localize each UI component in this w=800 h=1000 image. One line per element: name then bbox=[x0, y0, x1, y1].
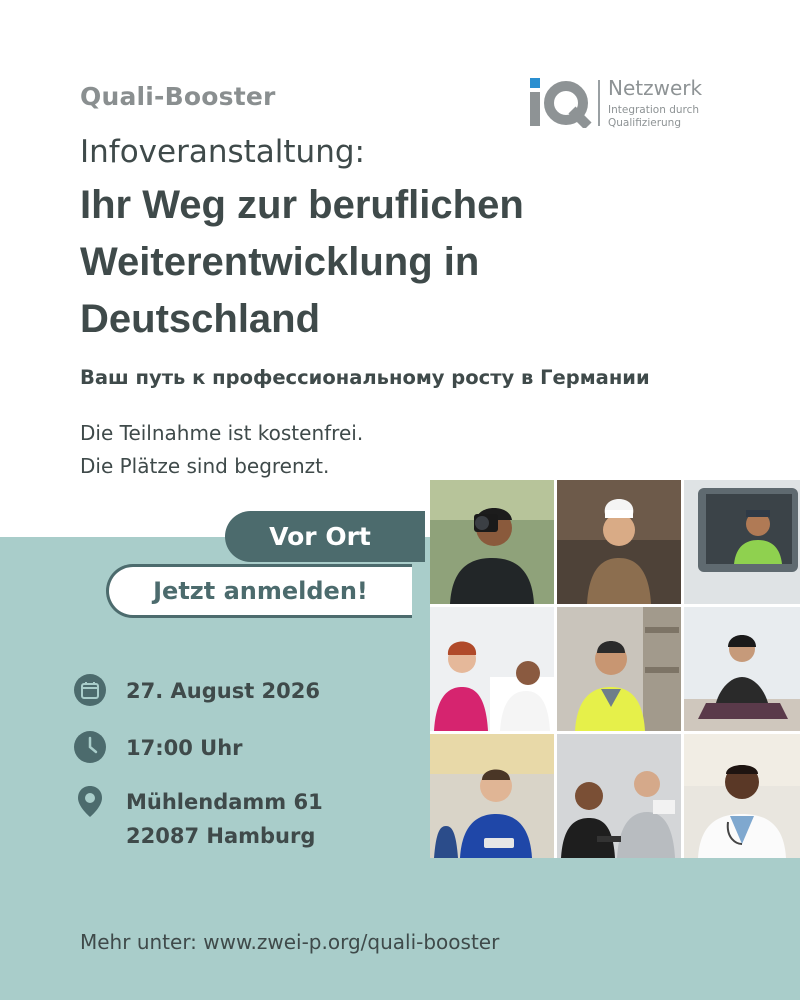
logo-tagline bbox=[608, 104, 699, 130]
iq-netzwerk-logo bbox=[528, 76, 728, 134]
photo-mechanic bbox=[430, 734, 554, 858]
address-street: Mühlendamm 61 bbox=[126, 790, 323, 814]
logo-divider bbox=[598, 80, 600, 126]
photo-yoga-instructor bbox=[684, 607, 800, 731]
photo-truck-driver bbox=[684, 480, 800, 604]
free-participation-note: Die Teilnahme ist kostenfrei. bbox=[80, 421, 364, 445]
russian-subtitle: Ваш путь к профессиональному росту в Германии bbox=[80, 366, 650, 389]
brand-title: Quali-Booster bbox=[80, 82, 276, 111]
calendar-icon bbox=[74, 674, 106, 706]
iq-logo-mark bbox=[528, 76, 592, 128]
photo-chef bbox=[557, 480, 681, 604]
logo-tagline-line2: Qualifizierung bbox=[608, 117, 681, 129]
clock-icon bbox=[74, 731, 106, 763]
logo-name: Netzwerk bbox=[608, 76, 703, 100]
register-button[interactable]: Jetzt anmelden! bbox=[106, 564, 412, 618]
photo-nurse-with-patient bbox=[430, 607, 554, 731]
photo-fitness-trainer bbox=[557, 734, 681, 858]
location-pin-icon bbox=[74, 785, 106, 817]
more-info-link[interactable]: Mehr unter: www.zwei-p.org/quali-booster bbox=[80, 930, 500, 954]
event-headline: Ihr Weg zur beruflichen Weiterentwicklung in Deutschland bbox=[80, 183, 524, 341]
address-city: 22087 Hamburg bbox=[126, 824, 316, 848]
photo-photographer bbox=[430, 480, 554, 604]
event-time: 17:00 Uhr bbox=[126, 736, 243, 760]
event-type-label: Infoveranstaltung: bbox=[80, 134, 365, 170]
time-row bbox=[74, 731, 243, 765]
event-address bbox=[126, 785, 323, 853]
location-type-badge: Vor Ort bbox=[225, 511, 425, 562]
event-date: 27. August 2026 bbox=[126, 679, 320, 703]
photo-doctor bbox=[684, 734, 800, 858]
photo-warehouse-worker bbox=[557, 607, 681, 731]
logo-tagline-line1: Integration durch bbox=[608, 104, 700, 116]
address-row bbox=[74, 785, 323, 853]
professions-photo-grid bbox=[430, 480, 800, 858]
limited-seats-note: Die Plätze sind begrenzt. bbox=[80, 454, 330, 478]
date-row bbox=[74, 674, 320, 708]
